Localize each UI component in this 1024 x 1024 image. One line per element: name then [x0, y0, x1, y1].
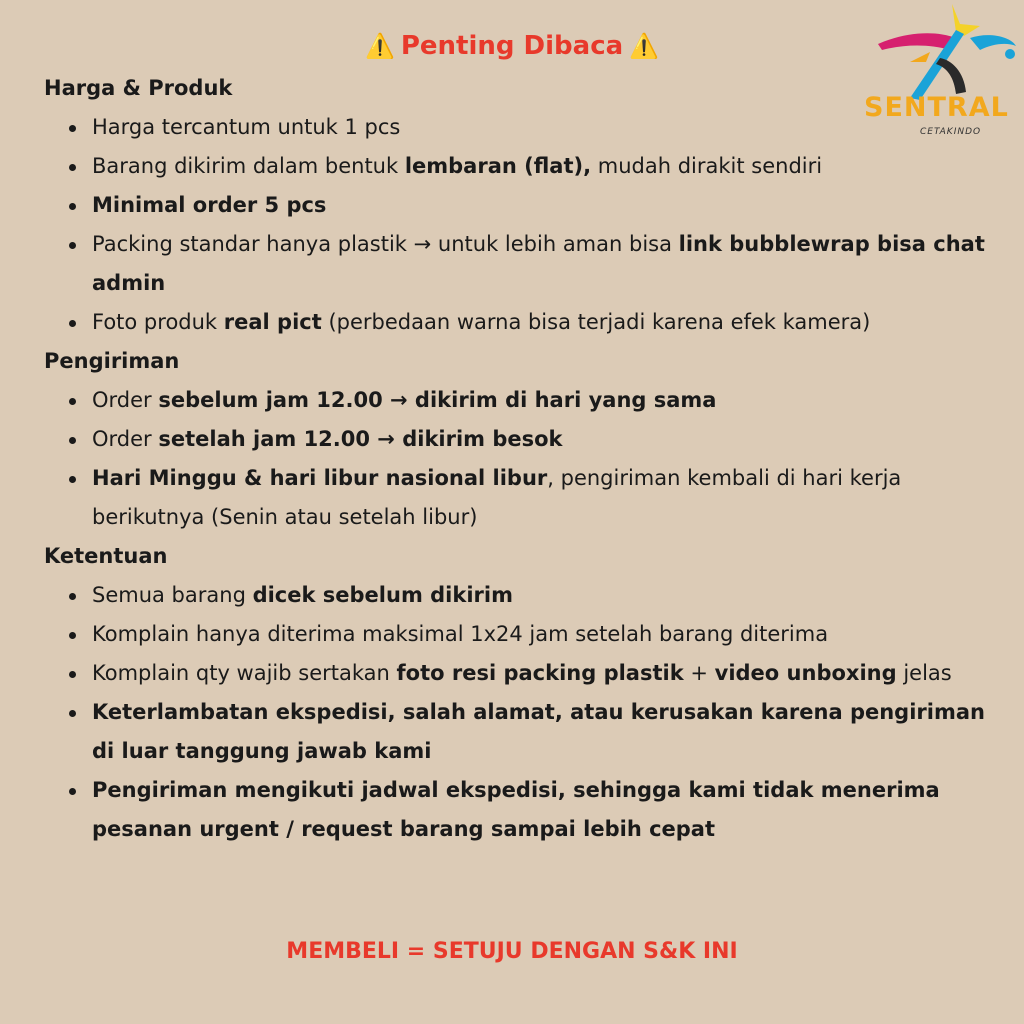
terms-content	[44, 69, 1014, 849]
item-bold-text: Minimal order 5 pcs	[92, 193, 327, 217]
item-bold-text: dicek sebelum dikirim	[252, 583, 513, 607]
warning-icon: ⚠️	[364, 32, 395, 60]
section-heading-pengiriman: Pengiriman	[44, 349, 180, 373]
list-pengiriman	[44, 381, 1014, 537]
item-text: Packing standar hanya plastik → untuk lebih aman bisa	[92, 232, 679, 256]
item-text: +	[683, 661, 715, 685]
list-harga	[44, 108, 1014, 342]
item-bold-text: video unboxing	[714, 661, 897, 685]
page-title-text: Penting Dibaca	[400, 31, 624, 61]
item-bold-text: foto resi packing plastik	[396, 661, 684, 685]
list-item	[44, 108, 1014, 147]
item-text: Order	[92, 427, 159, 451]
list-item	[44, 615, 1014, 654]
item-text: jelas	[896, 661, 952, 685]
list-item	[44, 303, 1014, 342]
logo-brand-text: SENTRAL	[864, 92, 1009, 123]
item-bold-text: lembaran (flat),	[404, 154, 592, 178]
list-ketentuan	[44, 576, 1014, 849]
list-item	[44, 576, 1014, 615]
item-text: , pengiriman kembali di hari kerja berikutnya (Senin atau setelah libur)	[92, 466, 902, 529]
list-item	[44, 381, 1014, 420]
item-text: (perbedaan warna bisa terjadi karena efek kamera)	[321, 310, 871, 334]
list-item	[44, 459, 1014, 537]
item-text: Harga tercantum untuk 1 pcs	[92, 115, 401, 139]
item-text: Foto produk	[92, 310, 224, 334]
item-bold-text: Pengiriman mengikuti jadwal ekspedisi, sehingga kami tidak menerima pesanan urgent / request barang sampai lebih cepat	[92, 778, 940, 841]
item-text: Semua barang	[92, 583, 253, 607]
section-heading-ketentuan: Ketentuan	[44, 544, 168, 568]
item-bold-text: link bubblewrap bisa chat admin	[92, 232, 985, 295]
logo-sub-text: CETAKINDO	[920, 127, 982, 137]
item-bold-text: sebelum jam 12.00 → dikirim di hari yang sama	[158, 388, 717, 412]
list-item	[44, 693, 1014, 771]
list-item	[44, 771, 1014, 849]
item-text: mudah dirakit sendiri	[591, 154, 823, 178]
list-item	[44, 654, 1014, 693]
footer-notice: MEMBELI = SETUJU DENGAN S&K INI	[286, 939, 738, 964]
warning-icon: ⚠️	[629, 32, 660, 60]
item-text: Barang dikirim dalam bentuk	[92, 154, 405, 178]
list-item	[44, 186, 1014, 225]
item-bold-text: setelah jam 12.00 → dikirim besok	[158, 427, 563, 451]
list-item	[44, 147, 1014, 186]
item-text: Komplain hanya diterima maksimal 1x24 jam setelah barang diterima	[92, 622, 829, 646]
item-bold-text: Hari Minggu & hari libur nasional libur	[92, 466, 548, 490]
list-item	[44, 420, 1014, 459]
item-bold-text: Keterlambatan ekspedisi, salah alamat, atau kerusakan karena pengiriman di luar tanggung jawab kami	[92, 700, 985, 763]
item-text: Komplain qty wajib sertakan	[92, 661, 397, 685]
section-heading-harga: Harga & Produk	[44, 76, 233, 100]
item-text: Order	[92, 388, 159, 412]
list-item	[44, 225, 1014, 303]
item-bold-text: real pict	[223, 310, 322, 334]
